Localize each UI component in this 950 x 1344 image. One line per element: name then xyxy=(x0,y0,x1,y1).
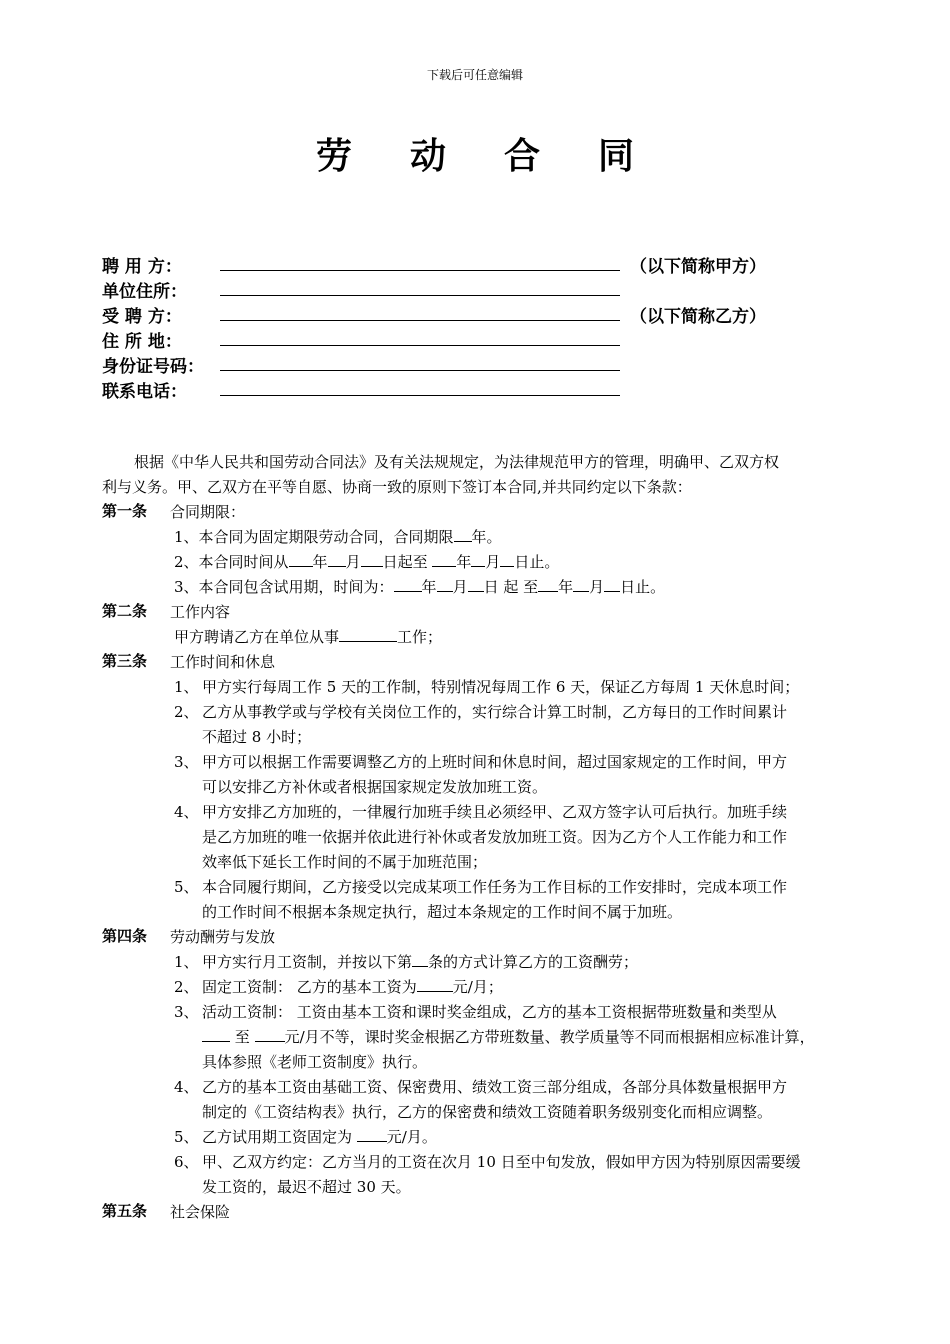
blank-trial-end-month[interactable] xyxy=(573,577,589,592)
article4-item3-line3: 具体参照《老师工资制度》执行。 xyxy=(202,1053,428,1071)
article4-label: 第四条 xyxy=(102,927,148,945)
article3-item3-line2: 可以安排乙方补休或者根据国家规定发放加班工资。 xyxy=(202,778,548,796)
blank-end-year[interactable] xyxy=(432,552,456,567)
article4-item4-line1: 乙方的基本工资由基础工资、保密费用、绩效工资三部分组成，各部分具体数量根据甲方 xyxy=(202,1078,788,1096)
article1-item3-text-e: 年 xyxy=(558,578,574,596)
article1-item2 xyxy=(174,550,559,575)
article3-item5-line2: 的工作时间不根据本条规定执行，超过本条规定的工作时间不属于加班。 xyxy=(202,903,683,921)
article4-item1-text-a: 甲方实行月工资制，并按以下第 xyxy=(202,953,413,971)
article4-item3-line2 xyxy=(202,1025,815,1050)
article3-item2-line2: 不超过 8 小时； xyxy=(202,728,312,746)
article4-title: 劳动酬劳与发放 xyxy=(170,928,276,946)
article3-title: 工作时间和休息 xyxy=(170,653,276,671)
article1-item3-text-a: 3、本合同包含试用期，时间为： xyxy=(174,578,394,596)
article5-label: 第五条 xyxy=(102,1202,148,1220)
article4-item6-line1: 甲、乙双方约定：乙方当月的工资在次月 10 日至中旬发放，假如甲方因为特别原因需要缓 xyxy=(202,1153,801,1171)
article3-item5-line1: 本合同履行期间，乙方接受以完成某项工作任务为工作目标的工作安排时，完成本项工作 xyxy=(202,878,788,896)
article1-item3-text-b: 年 xyxy=(421,578,437,596)
article1-item3-text-f: 月 xyxy=(589,578,605,596)
article4-item6-num: 6、 xyxy=(174,1153,199,1171)
header-note: 下载后可任意编辑 xyxy=(426,68,523,82)
blank-trial-end-day[interactable] xyxy=(604,577,620,592)
article1-item2-text-e: 年 xyxy=(456,553,472,571)
article4-item2 xyxy=(202,975,503,1000)
article3-item4-line3: 效率低下延长工作时间的不属于加班范围； xyxy=(202,853,488,871)
article4-item3-text-a: 至 xyxy=(234,1028,250,1046)
blank-end-month[interactable] xyxy=(471,552,485,567)
article1-item3 xyxy=(174,575,665,600)
article1-item2-text-d: 日起至 xyxy=(382,553,428,571)
blank-salary-method[interactable] xyxy=(412,952,428,967)
blank-start-day[interactable] xyxy=(361,552,383,567)
article1-item2-text-c: 月 xyxy=(345,553,361,571)
field-line-employer-address[interactable] xyxy=(220,295,620,296)
article2-title: 工作内容 xyxy=(170,603,231,621)
article3-item3-num: 3、 xyxy=(174,753,199,771)
blank-contract-years[interactable] xyxy=(454,527,472,542)
field-label-residence: 住 所 地： xyxy=(102,332,182,352)
document-title: 劳动合同 xyxy=(315,136,692,177)
field-label-employee: 受 聘 方： xyxy=(102,307,182,327)
article1-item2-text-b: 年 xyxy=(312,553,328,571)
blank-trial-end-year[interactable] xyxy=(538,577,558,592)
article3-item1-line1: 甲方实行每周工作 5 天的工作制，特别情况每周工作 6 天，保证乙方每周 1 天休息时间； xyxy=(202,678,800,696)
field-suffix-employee: （以下简称乙方） xyxy=(630,307,766,327)
article1-item2-text-g: 日止。 xyxy=(514,553,560,571)
article4-item1-num: 1、 xyxy=(174,953,199,971)
blank-trial-salary[interactable] xyxy=(357,1127,387,1142)
field-line-id-number[interactable] xyxy=(220,370,620,371)
article4-item2-num: 2、 xyxy=(174,978,199,996)
article2-line1-text-b: 工作； xyxy=(397,628,443,646)
field-label-phone: 联系电话： xyxy=(102,382,187,402)
article4-item4-num: 4、 xyxy=(174,1078,199,1096)
blank-trial-start-day[interactable] xyxy=(468,577,484,592)
field-line-employee[interactable] xyxy=(220,320,620,321)
article3-item4-num: 4、 xyxy=(174,803,199,821)
article1-item3-text-d: 日 起 至 xyxy=(483,578,539,596)
field-suffix-employer: （以下简称甲方） xyxy=(630,257,766,277)
blank-start-year[interactable] xyxy=(289,552,313,567)
article3-item3-line1: 甲方可以根据工作需要调整乙方的上班时间和休息时间，超过国家规定的工作时间，甲方 xyxy=(202,753,788,771)
article1-label: 第一条 xyxy=(102,502,148,520)
field-label-employer: 聘 用 方： xyxy=(102,257,182,277)
article4-item3-line1: 活动工资制： 工资由基本工资和课时奖金组成，乙方的基本工资根据带班数量和类型从 xyxy=(202,1003,777,1021)
blank-job-position[interactable] xyxy=(339,627,397,642)
blank-start-month[interactable] xyxy=(328,552,346,567)
article3-item4-line1: 甲方安排乙方加班的，一律履行加班手续且必须经甲、乙双方签字认可后执行。加班手续 xyxy=(202,803,788,821)
article3-item2-line1: 乙方从事教学或与学校有关岗位工作的，实行综合计算工时制，乙方每日的工作时间累计 xyxy=(202,703,788,721)
article2-line1-text-a: 甲方聘请乙方在单位从事 xyxy=(174,628,340,646)
article5-title: 社会保险 xyxy=(170,1203,231,1221)
article1-item1-text-a: 1、本合同为固定期限劳动合同，合同期限 xyxy=(174,528,454,546)
article4-item3-num: 3、 xyxy=(174,1003,199,1021)
blank-salary-min[interactable] xyxy=(202,1027,230,1042)
article2-label: 第二条 xyxy=(102,602,148,620)
article4-item6-line2: 发工资的，最迟不超过 30 天。 xyxy=(202,1178,411,1196)
article4-item1-text-b: 条的方式计算乙方的工资酬劳； xyxy=(428,953,639,971)
article1-item2-text-f: 月 xyxy=(485,553,501,571)
field-label-id-number: 身份证号码： xyxy=(102,357,204,377)
article1-item1-text-b: 年。 xyxy=(471,528,502,546)
article4-item4-line2: 制定的《工资结构表》执行，乙方的保密费和绩效工资随着职务级别变化而相应调整。 xyxy=(202,1103,773,1121)
article4-item5-text-a: 乙方试用期工资固定为 xyxy=(202,1128,353,1146)
blank-salary-max[interactable] xyxy=(255,1027,285,1042)
article1-item1 xyxy=(174,525,502,550)
blank-fixed-salary[interactable] xyxy=(417,977,453,992)
article4-item2-text-b: 元/月； xyxy=(452,978,503,996)
blank-trial-start-month[interactable] xyxy=(437,577,453,592)
article3-label: 第三条 xyxy=(102,652,148,670)
field-line-phone[interactable] xyxy=(220,395,620,396)
article3-item4-line2: 是乙方加班的唯一依据并依此进行补休或者发放加班工资。因为乙方个人工作能力和工作 xyxy=(202,828,788,846)
article3-item5-num: 5、 xyxy=(174,878,199,896)
article1-item3-text-g: 日止。 xyxy=(620,578,666,596)
blank-trial-start-year[interactable] xyxy=(394,577,422,592)
field-line-residence[interactable] xyxy=(220,345,620,346)
article4-item5 xyxy=(202,1125,437,1150)
article4-item3-text-b: 元/月不等，课时奖金根据乙方带班数量、教学质量等不同而根据相应标准计算， xyxy=(284,1028,815,1046)
article1-title: 合同期限： xyxy=(170,503,246,521)
article3-item2-num: 2、 xyxy=(174,703,199,721)
article4-item1 xyxy=(202,950,638,975)
article4-item5-text-b: 元/月。 xyxy=(386,1128,437,1146)
article4-item5-num: 5、 xyxy=(174,1128,199,1146)
blank-end-day[interactable] xyxy=(500,552,514,567)
intro-line-2: 利与义务。甲、乙双方在平等自愿、协商一致的原则下签订本合同,并共同约定以下条款： xyxy=(102,478,692,496)
article3-item1-num: 1、 xyxy=(174,678,199,696)
field-label-employer-address: 单位住所： xyxy=(102,282,187,302)
article4-item2-text-a: 固定工资制： 乙方的基本工资为 xyxy=(202,978,417,996)
article1-item3-text-c: 月 xyxy=(452,578,468,596)
intro-line-1: 根据《中华人民共和国劳动合同法》及有关法规规定，为法律规范甲方的管理，明确甲、乙双方权 xyxy=(134,453,780,471)
article2-line1 xyxy=(174,625,442,650)
field-line-employer[interactable] xyxy=(220,270,620,271)
article1-item2-text-a: 2、本合同时间从 xyxy=(174,553,289,571)
